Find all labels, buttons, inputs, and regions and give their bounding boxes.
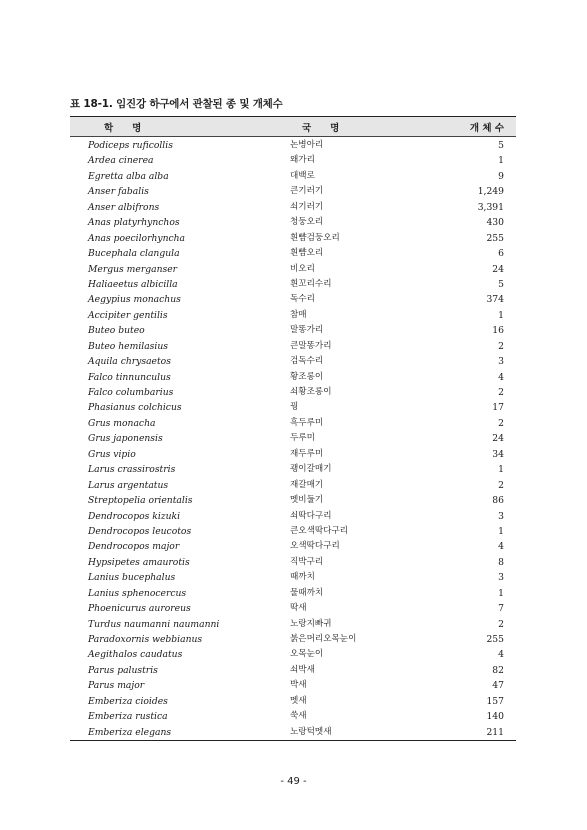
korean-name-cell: 노랑턱멧새	[290, 726, 332, 737]
korean-name-cell: 두루미	[290, 433, 315, 444]
count-cell: 3	[498, 510, 504, 522]
table-row	[70, 617, 516, 632]
scientific-name-cell: Ardea cinerea	[88, 155, 154, 167]
scientific-name-cell: Hypsipetes amaurotis	[88, 556, 190, 568]
table-row	[70, 246, 516, 261]
count-cell: 3	[498, 572, 504, 584]
korean-name-cell: 큰오색딱다구리	[290, 525, 349, 536]
scientific-name-cell: Lanius sphenocercus	[88, 587, 187, 599]
table-row	[70, 462, 516, 477]
count-cell: 255	[486, 232, 504, 244]
scientific-name-cell: Buteo hemilasius	[88, 340, 168, 352]
korean-name-cell: 꿩	[290, 402, 299, 413]
table-row	[70, 153, 516, 168]
scientific-name-cell: Phasianus colchicus	[88, 402, 182, 414]
table-row	[70, 323, 516, 338]
table-row	[70, 478, 516, 493]
species-table	[70, 116, 516, 741]
scientific-name-cell: Falco tinnunculus	[88, 371, 171, 383]
table-row	[70, 370, 516, 385]
count-cell: 2	[498, 387, 504, 398]
korean-name-cell: 재갈매기	[290, 479, 324, 490]
scientific-name-cell: Lanius bucephalus	[88, 572, 176, 584]
table-header	[70, 116, 516, 137]
table-row	[70, 539, 516, 554]
scientific-name-cell: Paradoxornis webbianus	[88, 634, 203, 645]
scientific-name-cell: Grus vipio	[88, 448, 136, 460]
count-cell: 82	[492, 664, 504, 676]
scientific-name-cell: Anas poecilorhyncha	[88, 232, 186, 244]
scientific-name-cell: Aegithalos caudatus	[88, 649, 183, 661]
count-cell: 86	[492, 495, 504, 507]
korean-name-cell: 쇠박새	[290, 664, 315, 675]
count-cell: 24	[492, 263, 504, 275]
count-cell: 17	[492, 402, 504, 414]
count-cell: 1	[498, 464, 504, 476]
table-row	[70, 385, 516, 400]
korean-name-cell: 독수리	[290, 294, 315, 305]
table-row	[70, 231, 516, 246]
count-cell: 2	[498, 618, 504, 630]
scientific-name-cell: Mergus merganser	[88, 263, 178, 275]
scientific-name-cell: Haliaeetus albicilla	[88, 278, 178, 290]
korean-name-cell: 딱새	[290, 603, 307, 614]
count-cell: 1	[498, 309, 504, 321]
table-row	[70, 292, 516, 307]
count-cell: 157	[486, 695, 504, 707]
korean-name-cell: 쇠딱다구리	[290, 510, 332, 521]
korean-name-cell: 흰뺨오리	[290, 248, 324, 259]
table-row	[70, 354, 516, 369]
table-caption: 표 18-1. 임진강 하구에서 관찰된 종 및 개체수	[70, 98, 283, 110]
count-cell: 9	[498, 170, 504, 182]
korean-name-cell: 멧비둘기	[290, 495, 324, 506]
korean-name-cell: 노랑지빠귀	[290, 618, 332, 629]
korean-name-cell: 물때까치	[290, 587, 324, 598]
table-row	[70, 524, 516, 539]
count-cell: 7	[498, 603, 504, 615]
count-cell: 3,391	[477, 201, 504, 213]
korean-name-cell: 오목눈이	[290, 649, 324, 660]
korean-name-cell: 붉은머리오목눈이	[290, 634, 357, 644]
scientific-name-cell: Bucephala clangula	[88, 248, 180, 260]
scientific-name-cell: Larus argentatus	[88, 479, 169, 491]
count-cell: 4	[498, 541, 504, 553]
scientific-name-cell: Buteo buteo	[88, 325, 145, 337]
scientific-name-cell: Dendrocopos kizuki	[88, 510, 181, 522]
scientific-name-cell: Larus crassirostris	[88, 464, 176, 476]
scientific-name-cell: Anas platyrhynchos	[88, 217, 180, 229]
scientific-name-cell: Emberiza cioides	[88, 695, 168, 707]
table-row	[70, 200, 516, 215]
scientific-name-cell: Anser fabalis	[88, 186, 149, 198]
table-row	[70, 725, 516, 740]
count-cell: 34	[492, 448, 504, 460]
count-cell: 47	[492, 680, 504, 692]
korean-name-cell: 말똥가리	[290, 325, 324, 336]
korean-name-cell: 쇠기러기	[290, 201, 324, 212]
korean-name-cell: 때까치	[290, 572, 315, 583]
count-cell: 374	[486, 294, 504, 306]
scientific-name-cell: Aegypius monachus	[88, 294, 181, 306]
count-cell: 1	[498, 525, 504, 537]
header-korean-name: 국 명	[302, 123, 340, 134]
table-row	[70, 184, 516, 199]
scientific-name-cell: Falco columbarius	[88, 387, 174, 398]
scientific-name-cell: Turdus naumanni naumanni	[88, 618, 220, 630]
table-row	[70, 663, 516, 678]
page-number: - 49 -	[280, 776, 307, 787]
korean-name-cell: 왜가리	[290, 155, 315, 166]
scientific-name-cell: Emberiza elegans	[88, 726, 172, 738]
table-row	[70, 678, 516, 693]
table-row	[70, 709, 516, 724]
count-cell: 255	[486, 634, 504, 645]
count-cell: 430	[486, 217, 504, 229]
scientific-name-cell: Anser albifrons	[88, 201, 160, 213]
scientific-name-cell: Emberiza rustica	[88, 711, 168, 723]
table-row	[70, 400, 516, 415]
scientific-name-cell: Egretta alba alba	[88, 170, 169, 182]
table-body	[70, 137, 516, 741]
table-row	[70, 277, 516, 292]
korean-name-cell: 황조롱이	[290, 371, 324, 382]
korean-name-cell: 큰말똥가리	[290, 340, 332, 351]
korean-name-cell: 재두루미	[290, 448, 324, 459]
header-count: 개 체 수	[469, 123, 504, 134]
scientific-name-cell: Parus major	[88, 680, 145, 692]
korean-name-cell: 멧새	[290, 695, 307, 706]
table-row	[70, 601, 516, 616]
count-cell: 1,249	[477, 186, 504, 198]
table-row	[70, 586, 516, 601]
table-row	[70, 308, 516, 323]
korean-name-cell: 비오리	[290, 263, 315, 274]
count-cell: 2	[498, 417, 504, 429]
scientific-name-cell: Dendrocopos leucotos	[88, 525, 192, 537]
korean-name-cell: 쇠황조롱이	[290, 387, 332, 397]
count-cell: 2	[498, 340, 504, 352]
count-cell: 5	[498, 140, 504, 151]
korean-name-cell: 흑두루미	[290, 417, 324, 428]
count-cell: 1	[498, 587, 504, 599]
count-cell: 8	[498, 556, 504, 568]
korean-name-cell: 대백로	[290, 170, 315, 181]
table-row	[70, 339, 516, 354]
table-row	[70, 694, 516, 709]
scientific-name-cell: Streptopelia orientalis	[88, 495, 193, 507]
korean-name-cell: 흰뺨검둥오리	[290, 232, 340, 243]
table-row	[70, 509, 516, 524]
scientific-name-cell: Dendrocopos major	[88, 541, 180, 553]
table-row	[70, 262, 516, 277]
korean-name-cell: 참매	[290, 309, 307, 320]
count-cell: 6	[498, 248, 504, 260]
scientific-name-cell: Podiceps ruficollis	[88, 140, 173, 151]
table-row	[70, 169, 516, 184]
scientific-name-cell: Grus monacha	[88, 417, 156, 429]
table-row	[70, 215, 516, 230]
table-row	[70, 493, 516, 508]
scientific-name-cell: Grus japonensis	[88, 433, 163, 445]
korean-name-cell: 박새	[290, 680, 307, 691]
table-row	[70, 570, 516, 585]
scientific-name-cell: Phoenicurus auroreus	[88, 603, 191, 615]
scientific-name-cell: Parus palustris	[88, 664, 158, 676]
count-cell: 24	[492, 433, 504, 445]
korean-name-cell: 직박구리	[290, 556, 324, 567]
korean-name-cell: 청둥오리	[290, 217, 324, 228]
korean-name-cell: 검독수리	[290, 356, 324, 367]
count-cell: 140	[486, 711, 504, 723]
korean-name-cell: 괭이갈매기	[290, 464, 332, 475]
table-row	[70, 138, 516, 153]
scientific-name-cell: Accipiter gentilis	[88, 309, 168, 321]
table-row	[70, 555, 516, 570]
table-row	[70, 431, 516, 446]
table-row	[70, 447, 516, 462]
count-cell: 5	[498, 278, 504, 290]
count-cell: 1	[498, 155, 504, 167]
scientific-name-cell: Aquila chrysaetos	[88, 356, 171, 368]
count-cell: 2	[498, 479, 504, 491]
korean-name-cell: 쑥새	[290, 711, 307, 722]
korean-name-cell: 큰기러기	[290, 186, 324, 197]
table-row	[70, 647, 516, 662]
korean-name-cell: 오색딱다구리	[290, 541, 340, 552]
count-cell: 4	[498, 371, 504, 383]
header-scientific-name: 학 명	[104, 123, 142, 134]
count-cell: 211	[486, 726, 504, 738]
korean-name-cell: 흰꼬리수리	[290, 278, 332, 289]
table-row	[70, 416, 516, 431]
table-row	[70, 632, 516, 647]
count-cell: 4	[498, 649, 504, 661]
count-cell: 16	[492, 325, 504, 337]
korean-name-cell: 논병아리	[290, 140, 324, 150]
count-cell: 3	[498, 356, 504, 368]
